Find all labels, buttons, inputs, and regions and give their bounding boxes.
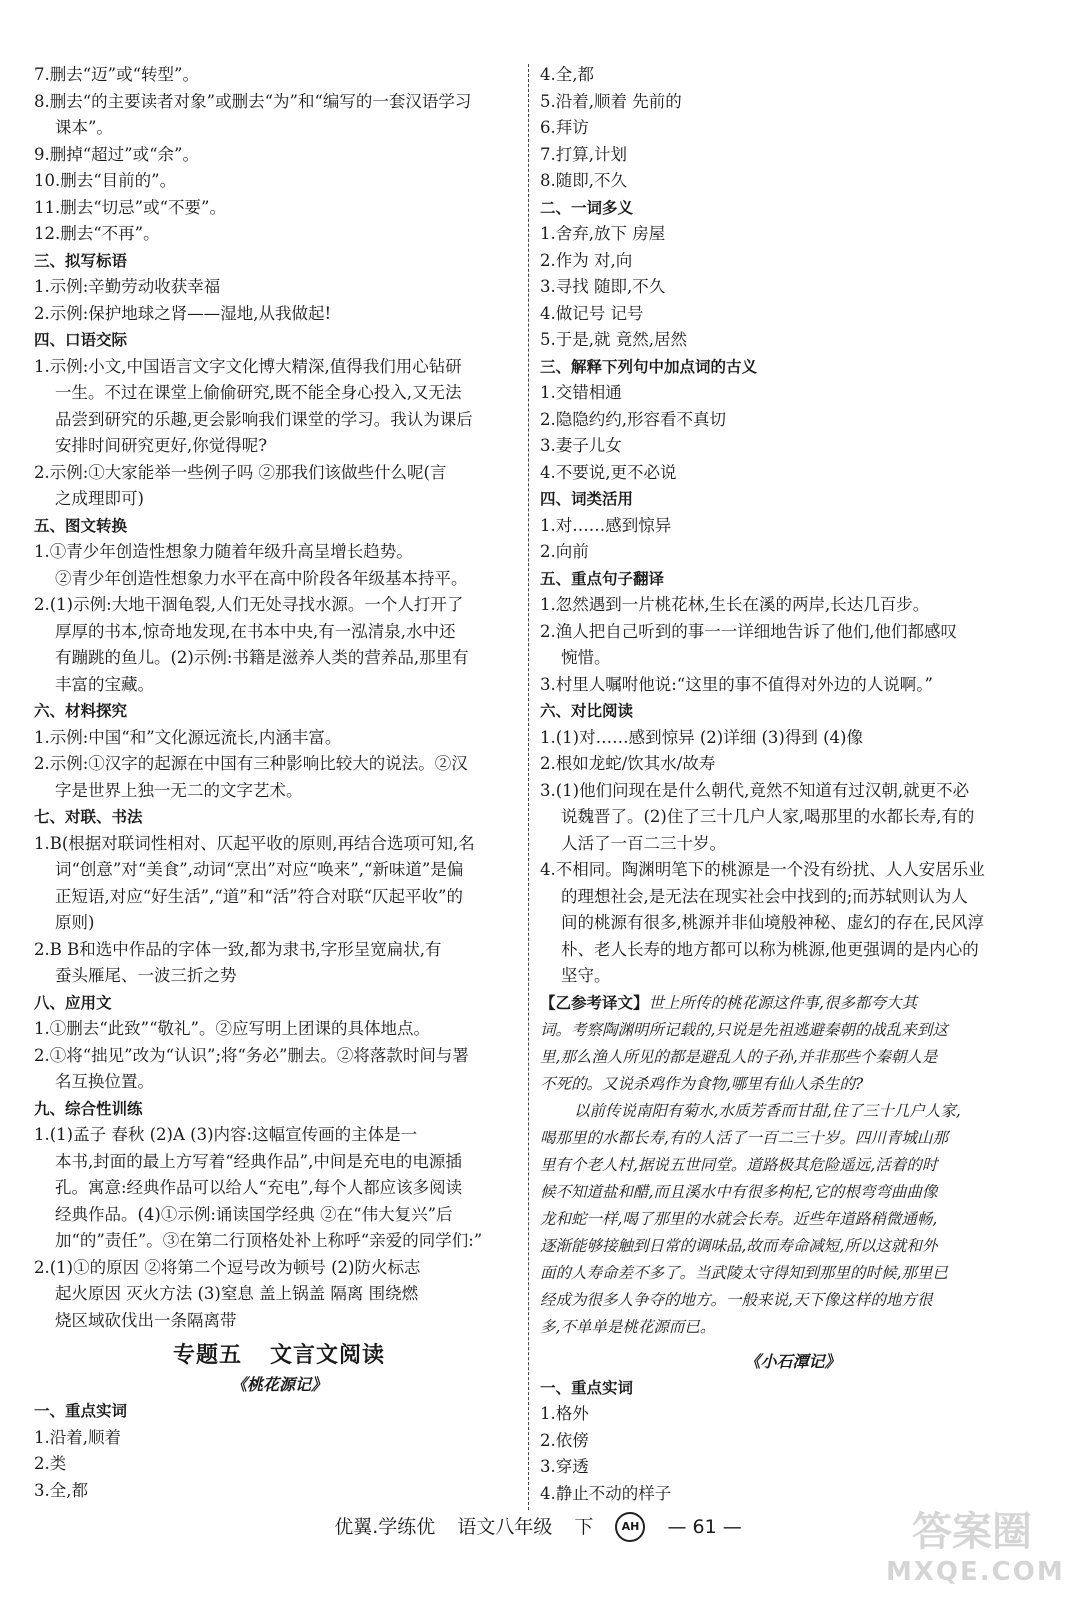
watermark-text: 答案圈 [912,1509,1032,1555]
answer-line: 人活了一百二三十岁。 [561,833,726,853]
answer-line: 说魏晋了。(2)住了三十几户人家,喝那里的水都长寿,有的 [561,807,975,826]
answer-line: 丰富的宝藏。 [55,674,154,694]
translation-line: 词。考察陶渊明所记载的,只说是先祖逃避秦朝的战乱来到这 [540,1020,948,1039]
section-heading: 六、对比阅读 [540,702,634,720]
section-heading: 三、拟写标语 [34,251,128,270]
answer-line: 4.全,都 [540,65,594,84]
answer-line: 2.示例:保护地球之肾——湿地,从我做起! [34,303,332,323]
answer-line: 4.不要说,更不必说 [540,462,677,482]
topic-title [34,1340,524,1372]
answer-line: 课本”。 [55,118,113,137]
answer-line: 1.沿着,顺着 [34,1427,121,1447]
topic-name: 文言文阅读 [270,1343,386,1368]
answer-line: 2.示例:①汉字的起源在中国有三种影响比较大的说法。②汉 [34,754,468,773]
answer-line: 1.示例:中国“和”文化源远流长,内涵丰富。 [34,727,342,747]
translation-line: 里,那么渔人所见的都是避乱人的子孙,并非那些个秦朝人是 [540,1047,938,1066]
right-column [540,62,1045,1507]
answer-line: 1.舍弃,放下 房屋 [540,224,666,243]
answer-line: 坚守。 [561,966,611,985]
answer-line: 间的桃源有很多,桃源并非仙境般神秘、虚幻的存在,民风淳 [561,913,984,932]
answer-line: 4.做记号 记号 [540,303,644,323]
answer-line: 3.穿透 [540,1457,589,1476]
answer-line: 3.村里人嘱咐他说:“这里的事不值得对外边的人说啊。” [540,674,933,694]
answer-line: 蚕头雁尾、一波三折之势 [55,966,237,985]
answer-line: 惋惜。 [561,648,611,667]
translation-text: 世上所传的桃花源这件事,很多都夸大其 [648,993,917,1012]
answer-line: 2.渔人把自己听到的事一一详细地告诉了他们,他们都感叹 [540,621,957,641]
answer-line: 1.(1)对……感到惊异 (2)详细 (3)得到 (4)像 [540,727,863,747]
answer-line: 厚厚的书本,惊奇地发现,在书本中央,有一泓清泉,水中还 [55,621,456,641]
section-heading: 四、词类活用 [540,490,634,508]
answer-line: 朴、老人长寿的地方都可以称为桃源,他更强调的是内心的 [561,939,979,959]
translation-tag: 【乙参考译文】 [540,993,649,1012]
section-heading: 九、综合性训练 [34,1099,143,1118]
answer-line: 2.依傍 [540,1430,589,1450]
answer-line: 5.沿着,顺着 先前的 [540,91,682,111]
translation-line: 逐渐能够接触到日常的调味品,故而寿命减短,所以这就和外 [540,1236,938,1255]
answer-line: 2.根如龙蛇/饮其水/故寿 [540,754,716,773]
column-divider [528,64,529,1510]
answer-line: 2.①将“拙见”改为“认识”;将“务必”删去。②将落款时间与署 [34,1045,469,1065]
translation-line: 多,不单单是桃花源而已。 [540,1317,716,1336]
answer-line: 8.删去“的主要读者对象”或删去“为”和“编写的一套汉语学习 [34,91,472,111]
footer-term: 下 [574,1515,594,1538]
answer-line: 有蹦跳的鱼儿。(2)示例:书籍是滋养人类的营养品,那里有 [55,648,469,667]
answer-line: 1.示例:小文,中国语言文字文化博大精深,值得我们用心钻研 [34,356,462,376]
answer-line: 6.拜访 [540,118,589,137]
footer-brand: 优翼.学练优 [334,1515,436,1538]
section-heading: 七、对联、书法 [34,808,143,826]
translation-line: 龙和蛇一样,喝了那里的水就会长寿。近些年道路稍微通畅, [540,1209,938,1228]
answer-line: 经典作品。(4)①示例:诵读国学经典 ②在“伟大复兴”后 [55,1204,453,1224]
topic-number: 专题五 [172,1343,242,1368]
answer-line: 1.B(根据对联词性相对、仄起平收的原则,再结合选项可知,名 [34,833,475,853]
answer-line: 孔。寓意:经典作品可以给人“充电”,每个人都应该多阅读 [55,1178,463,1197]
translation-line: 里有个老人村,据说五世同堂。道路极其危险遥远,活着的时 [540,1155,938,1174]
section-heading: 四、口语交际 [34,331,128,349]
answer-line: 一生。不过在课堂上偷偷研究,既不能全身心投入,又无法 [55,383,462,402]
answer-line: 7.打算,计划 [540,144,627,164]
answer-line: 1.格外 [540,1404,589,1423]
answer-line: 1.对……感到惊异 [540,515,672,535]
answer-line: 3.全,都 [34,1480,88,1500]
answer-line: 5.于是,就 竟然,居然 [540,330,687,349]
answer-line: 2.(1)示例:大地干涸龟裂,人们无处寻找水源。一个人打开了 [34,595,464,614]
section-heading: 三、解释下列句中加点词的古义 [540,357,758,376]
translation-line: 喝那里的水都长寿,有的人活了一百二三十岁。四川青城山那 [540,1128,948,1147]
answer-line: 2.(1)①的原因 ②将第二个逗号改为顿号 (2)防火标志 [34,1257,421,1277]
answer-line: 8.随即,不久 [540,171,627,190]
answer-line: 1.①删去“此致”“敬礼”。②应写明上团课的具体地点。 [34,1019,430,1038]
section-heading: 二、一词多义 [540,198,634,217]
watermark-url: MXQE.COM [886,1557,1065,1587]
answer-line: 3.(1)他们问现在是什么朝代,竟然不知道有过汉朝,就更不必 [540,780,970,800]
answer-line: 正短语,对应“好生活”,“道”和“活”符合对联“仄起平收”的 [55,886,463,906]
answer-line: 品尝到研究的乐趣,更会影响我们课堂的学习。我认为课后 [55,409,473,429]
section-heading: 五、重点句子翻译 [540,569,665,588]
translation-line: 经成为很多人争夺的地方。一般来说,天下像这样的地方很 [540,1290,933,1309]
section-heading: 八、应用文 [34,993,112,1012]
section-heading: 五、图文转换 [34,516,128,535]
answer-line: 之成理即可) [55,489,144,508]
answer-line: 的理想社会,是无法在现实社会中找到的;而苏轼则认为人 [561,886,968,906]
translation-line: 以前传说南阳有菊水,水质芳香而甘甜,住了三十几户人家, [574,1101,961,1120]
answer-line: 9.删掉“超过”或“余”。 [34,144,199,164]
translation-line: 候不知道盐和醋,而且溪水中有很多枸杞,它的根弯弯曲曲像 [540,1182,938,1201]
translation-line: 不死的。又说杀鸡作为食物,哪里有仙人杀生的? [540,1074,864,1093]
footer-subject: 语文八年级 [457,1515,553,1538]
answer-line: 2.向前 [540,542,589,561]
answer-line: 字是世界上独一无二的文字艺术。 [55,780,303,800]
translation-line [540,990,1045,1017]
answer-line: 3.寻找 随即,不久 [540,277,666,296]
answer-line: 名互换位置。 [55,1072,154,1091]
answer-line: 7.删去“迈”或“转型”。 [34,65,199,84]
answer-line: 11.删去“切忌”或“不要”。 [34,197,226,217]
answer-line: 2.隐隐约约,形容看不真切 [540,409,726,429]
answer-line: 本书,封面的最上方写着“经典作品”,中间是充电的电源插 [55,1151,462,1171]
answer-line: 加“的”责任”。③在第二行顶格处补上称呼“亲爱的同学们:” [55,1231,483,1250]
answer-line: 12.删去“不再”。 [34,224,160,243]
answer-line: 2.示例:①大家能举一些例子吗 ②那我们该做些什么呢(言 [34,462,447,482]
answer-line: 原则) [55,913,95,932]
answer-line: 安排时间研究更好,你觉得呢? [55,436,268,455]
answer-line: 1.①青少年创造性想象力随着年级升高呈增长趋势。 [34,542,413,561]
text-title: 《桃花源记》 [230,1375,327,1394]
section-heading: 一、重点实词 [540,1378,634,1397]
left-column [34,62,524,1504]
answer-line: 1.示例:辛勤劳动收获幸福 [34,277,221,296]
section-heading: 一、重点实词 [34,1402,128,1420]
answer-line: 起火原因 灭火方法 (3)窒息 盖上锅盖 隔离 围绕燃 [55,1284,419,1303]
answer-line: 1.交错相通 [540,383,622,402]
answer-line: 3.妻子儿女 [540,436,622,455]
translation-line: 面的人寿命差不多了。当武陵太守得知到那里的时候,那里已 [540,1263,948,1282]
answer-line: 2.B B和选中作品的字体一致,都为隶书,字形呈宽扁状,有 [34,939,442,959]
answer-line: 1.(1)孟子 春秋 (2)A (3)内容:这幅宣传画的主体是一 [34,1125,418,1144]
answer-line: 4.静止不动的样子 [540,1483,672,1503]
answer-line: ②青少年创造性想象力水平在高中阶段各年级基本持平。 [55,568,468,588]
answer-line: 烧区域砍伐出一条隔离带 [55,1310,237,1330]
watermark-logo [886,1500,1065,1590]
answer-line: 词“创意”对“美食”,动词“烹出”对应“唤来”,“新味道”是偏 [55,860,464,879]
answer-line: 1.忽然遇到一片桃花林,生长在溪的两岸,长达几百步。 [540,595,930,614]
answer-line: 2.作为 对,向 [540,250,633,270]
text-title: 《小石潭记》 [744,1351,841,1371]
answer-line: 2.类 [34,1454,67,1473]
page-number: — 61 — [667,1515,742,1538]
section-heading: 六、材料探究 [34,702,128,720]
answer-line: 10.删去“目前的”。 [34,171,177,190]
answer-line: 4.不相同。陶渊明笔下的桃源是一个没有纷扰、人人安居乐业 [540,860,985,879]
ah-badge-icon: AH [615,1512,645,1542]
